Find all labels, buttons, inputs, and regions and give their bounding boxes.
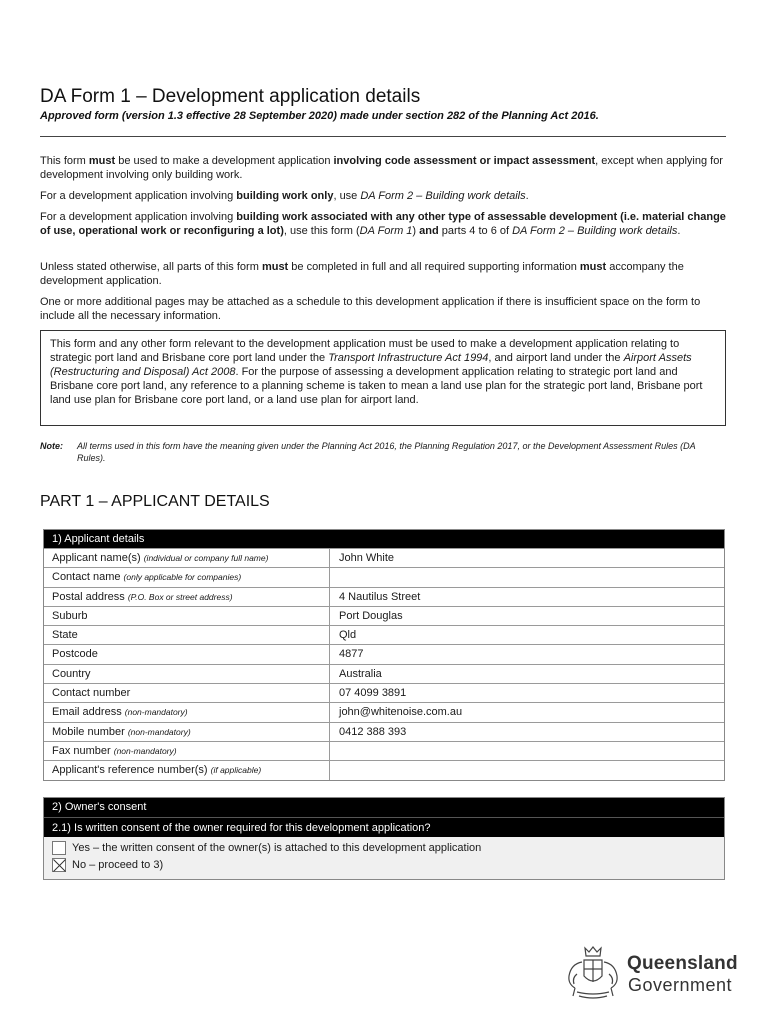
- table-row: [44, 702, 724, 721]
- suburb-field[interactable]: Port Douglas: [339, 609, 403, 622]
- intro-paragraph-1: This form must be used to make a development application involving code assessment or impact assessment, except when applying for development involving only building work.: [40, 155, 723, 181]
- logo-word-government: Government: [628, 975, 733, 995]
- postcode-field[interactable]: 4877: [339, 648, 364, 661]
- consent-question: 2.1) Is written consent of the owner required for this development application?: [44, 817, 724, 837]
- postal-address-field[interactable]: 4 Nautilus Street: [339, 590, 421, 603]
- row-label: Suburb: [44, 607, 330, 625]
- consent-option-no[interactable]: [52, 856, 724, 873]
- email-field[interactable]: john@whitenoise.com.au: [339, 706, 463, 719]
- row-label: Email address (non-mandatory): [44, 703, 330, 721]
- applicant-details-header: 1) Applicant details: [44, 530, 724, 548]
- table-row: [44, 741, 724, 760]
- contact-number-field[interactable]: 07 4099 3891: [339, 687, 407, 700]
- table-row: [44, 625, 724, 644]
- intro-paragraph-2: For a development application involving building work only, use DA Form 2 – Building work details.: [40, 190, 529, 202]
- table-row: [44, 548, 724, 567]
- table-row: [44, 587, 724, 606]
- row-label: Country: [44, 665, 330, 683]
- mobile-number-field[interactable]: 0412 388 393: [339, 725, 407, 738]
- table-row: [44, 683, 724, 702]
- checkbox-no-checked[interactable]: [52, 858, 66, 872]
- title-divider: [40, 136, 726, 137]
- row-label: Contact number: [44, 684, 330, 702]
- port-land-notice-box: This form and any other form relevant to the development application must be used to make a development application relating to strategic port land and Brisbane core port land under the Transport Infrastructure Act 1994, and airport land under the Airport Assets (Restructuring and Disposal) Act 2008. For the purpose of assessing a development application relating to strategic port land and Brisbane core port land, any reference to a planning scheme is taken to mean a land use plan for the strategic port land, Brisbane port land use plan for Brisbane core port land, or a land use plan for airport land.: [40, 330, 726, 426]
- form-subtitle: Approved form (version 1.3 effective 28 September 2020) made under section 282 of the Planning Act 2016.: [40, 110, 599, 122]
- applicant-name-field[interactable]: John White: [339, 552, 395, 564]
- consent-options: [44, 837, 724, 879]
- logo-word-queensland: Queensland: [627, 953, 738, 974]
- row-label: Mobile number (non-mandatory): [44, 723, 330, 741]
- table-row: [44, 606, 724, 625]
- intro-paragraph-3: For a development application involving building work associated with any other type of assessable development (i.e. material change of use, operational work or reconfiguring a lot), use this form (DA Form 1) and parts 4 to 6 of DA Form 2 – Building work details.: [40, 211, 726, 237]
- row-label: Postcode: [44, 645, 330, 663]
- consent-option-yes[interactable]: [52, 839, 724, 856]
- option-label: No – proceed to 3): [72, 858, 164, 871]
- note-label: Note:: [40, 441, 63, 451]
- applicant-details-table: [43, 529, 725, 781]
- checkbox-yes[interactable]: [52, 841, 66, 855]
- row-label: Applicant name(s) (individual or company full name): [44, 549, 330, 567]
- state-field[interactable]: Qld: [339, 629, 357, 642]
- contact-name-field[interactable]: [330, 568, 724, 586]
- row-label: Fax number (non-mandatory): [44, 742, 330, 760]
- intro-paragraph-4: Unless stated otherwise, all parts of this form must be completed in full and all required supporting information must accompany the development application.: [40, 261, 684, 287]
- table-row: [44, 760, 724, 779]
- owners-consent-header: 2) Owner's consent: [44, 798, 724, 817]
- owners-consent-section: [43, 797, 725, 880]
- row-label: Postal address (P.O. Box or street address): [44, 588, 330, 606]
- intro-paragraph-5: One or more additional pages may be attached as a schedule to this development application if there is insufficient space on the form to include all the necessary information.: [40, 296, 701, 322]
- table-row: [44, 664, 724, 683]
- country-field[interactable]: Australia: [339, 667, 382, 680]
- note-text: All terms used in this form have the meaning given under the Planning Act 2016, the Planning Regulation 2017, or the Development Assessment Rules (DA Rules).: [77, 441, 696, 463]
- queensland-government-logo: [563, 944, 738, 1000]
- fax-number-field[interactable]: [330, 742, 724, 760]
- table-row: [44, 644, 724, 663]
- coat-of-arms-icon: [563, 944, 623, 1000]
- part1-heading: PART 1 – APPLICANT DETAILS: [40, 493, 270, 510]
- terms-note: [40, 440, 726, 464]
- option-label: Yes – the written consent of the owner(s) is attached to this development application: [72, 841, 482, 854]
- row-label: Applicant's reference number(s) (if applicable): [44, 761, 330, 779]
- row-label: Contact name (only applicable for companies): [44, 568, 330, 586]
- table-row: [44, 722, 724, 741]
- table-row: [44, 567, 724, 586]
- reference-number-field[interactable]: [330, 761, 724, 779]
- row-label: State: [44, 626, 330, 644]
- form-title: DA Form 1 – Development application details: [40, 86, 421, 107]
